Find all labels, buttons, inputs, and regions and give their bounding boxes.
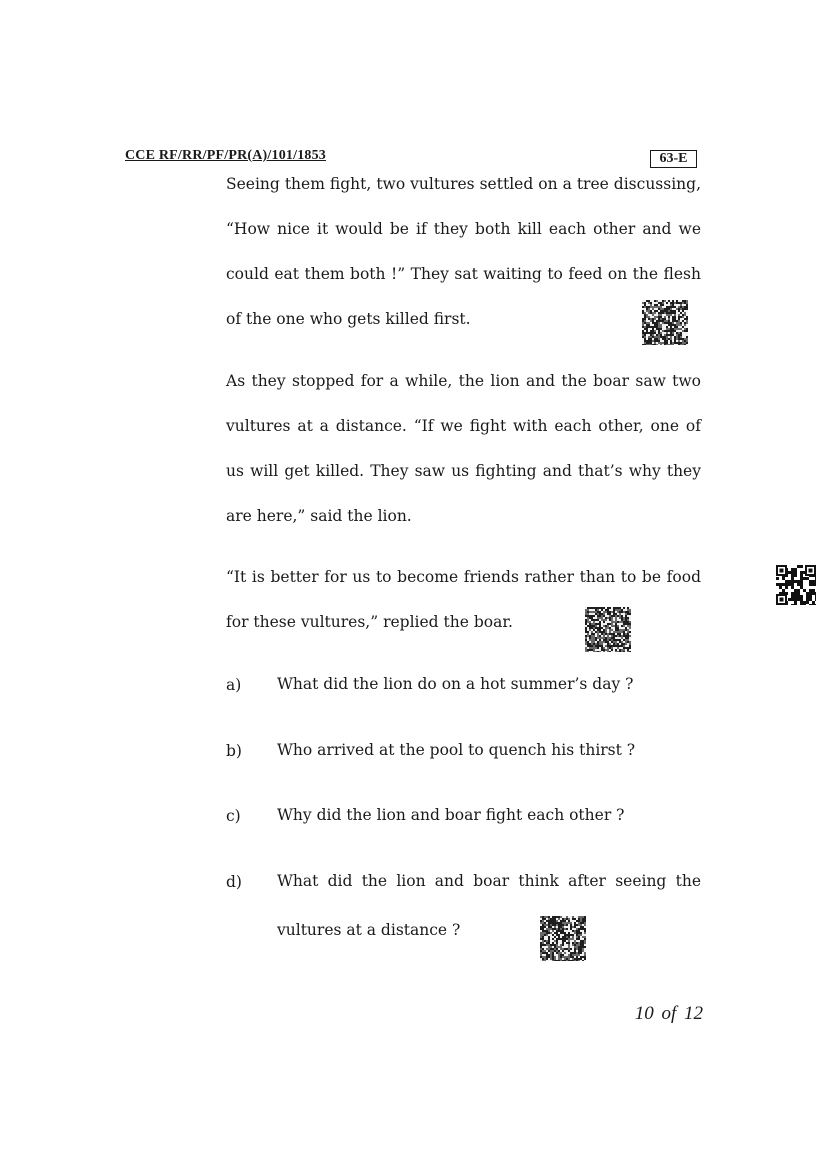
page-number: 10 of 12	[634, 1003, 703, 1024]
question-label-b: b)	[226, 742, 242, 760]
question-label-a: a)	[226, 676, 242, 694]
passage-paragraph-2: As they stopped for a while, the lion and the boar saw two vultures at a distance. “If we fight with each other, one of us will get killed. They saw us fighting and that’s why they are here,” said the lion.	[226, 372, 701, 525]
passage-paragraph-3: “It is better for us to become friends rather than to be food for these vultures,” replied the boar.	[226, 568, 701, 631]
question-label-d: d)	[226, 873, 242, 891]
qr-code-icon	[540, 916, 586, 961]
paper-code-box: 63-E	[650, 150, 697, 168]
question-d: What did the lion and boar think after seeing the vultures at a distance ?	[277, 872, 701, 939]
qr-code-icon	[585, 607, 631, 652]
qr-code-icon	[776, 565, 816, 605]
question-label-c: c)	[226, 807, 241, 825]
question-b: Who arrived at the pool to quench his thirst ?	[277, 741, 636, 759]
document-code: CCE RF/RR/PF/PR(A)/101/1853	[125, 148, 326, 163]
passage-paragraph-1: Seeing them fight, two vultures settled on a tree discussing, “How nice it would be if they both kill each other and we could eat them both !” They sat waiting to feed on the flesh of the one who gets killed first.	[226, 175, 701, 328]
question-c: Why did the lion and boar fight each other ?	[277, 806, 625, 824]
question-a: What did the lion do on a hot summer’s day ?	[277, 675, 634, 693]
qr-code-icon	[642, 300, 688, 345]
